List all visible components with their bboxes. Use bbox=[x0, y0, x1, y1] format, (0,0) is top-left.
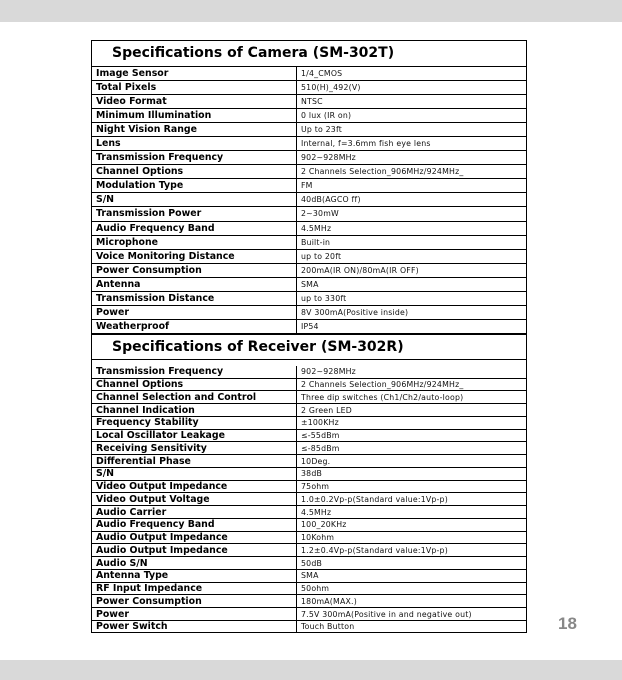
spec-label: Video Format bbox=[92, 95, 297, 109]
spec-row bbox=[92, 137, 526, 151]
spec-label: Audio Carrier bbox=[92, 506, 297, 519]
spec-value: NTSC bbox=[297, 95, 527, 109]
spec-row bbox=[92, 391, 526, 404]
page-number: 18 bbox=[558, 614, 577, 633]
camera-spec-title bbox=[92, 41, 526, 67]
spec-value: SMA bbox=[297, 277, 527, 291]
spec-label: S/N bbox=[92, 467, 297, 480]
spec-value: 1.2±0.4Vp-p(Standard value:1Vp-p) bbox=[297, 544, 527, 557]
spec-label: Differential Phase bbox=[92, 455, 297, 468]
spec-label: Total Pixels bbox=[92, 81, 297, 95]
spec-row bbox=[92, 67, 526, 81]
spec-row bbox=[92, 506, 526, 519]
spec-value: ≤-55dBm bbox=[297, 429, 527, 442]
spec-label: Antenna Type bbox=[92, 569, 297, 582]
spec-row bbox=[92, 291, 526, 305]
spec-value: 180mA(MAX.) bbox=[297, 595, 527, 608]
spec-row bbox=[92, 277, 526, 291]
spec-value: 1/4_CMOS bbox=[297, 67, 527, 81]
spec-row bbox=[92, 595, 526, 608]
spec-label: Local Oscillator Leakage bbox=[92, 429, 297, 442]
spec-value: 10Deg. bbox=[297, 455, 527, 468]
spec-label: Transmission Distance bbox=[92, 291, 297, 305]
spec-value: Built-in bbox=[297, 235, 527, 249]
receiver-spec-table bbox=[92, 366, 526, 633]
spec-row bbox=[92, 518, 526, 531]
spec-label: Image Sensor bbox=[92, 67, 297, 81]
spec-label: Video Output Voltage bbox=[92, 493, 297, 506]
spec-row bbox=[92, 582, 526, 595]
receiver-spec-title bbox=[92, 334, 526, 360]
spec-row bbox=[92, 557, 526, 570]
spec-label: Power bbox=[92, 608, 297, 621]
spec-label: Modulation Type bbox=[92, 179, 297, 193]
spec-row bbox=[92, 305, 526, 319]
spec-row bbox=[92, 151, 526, 165]
spec-label: Power Consumption bbox=[92, 263, 297, 277]
spec-label: Power Switch bbox=[92, 620, 297, 632]
spec-value: 7.5V 300mA(Positive in and negative out) bbox=[297, 608, 527, 621]
spec-row bbox=[92, 480, 526, 493]
spec-value: FM bbox=[297, 179, 527, 193]
spec-row bbox=[92, 319, 526, 333]
spec-value: 4.5MHz bbox=[297, 506, 527, 519]
spec-row bbox=[92, 123, 526, 137]
spec-value: Internal, f=3.6mm fish eye lens bbox=[297, 137, 527, 151]
spec-row bbox=[92, 109, 526, 123]
spec-row bbox=[92, 455, 526, 468]
spec-label: S/N bbox=[92, 193, 297, 207]
spec-value: ±100KHz bbox=[297, 416, 527, 429]
spec-row bbox=[92, 608, 526, 621]
spec-label: Transmission Frequency bbox=[92, 366, 297, 378]
spec-value: 50dB bbox=[297, 557, 527, 570]
spec-value: 10Kohm bbox=[297, 531, 527, 544]
spec-label: Audio S/N bbox=[92, 557, 297, 570]
spec-value: IP54 bbox=[297, 319, 527, 333]
spec-row bbox=[92, 404, 526, 417]
spec-value: 902~928MHz bbox=[297, 151, 527, 165]
spec-label: Audio Output Impedance bbox=[92, 531, 297, 544]
spec-row bbox=[92, 179, 526, 193]
spec-label: Weatherproof bbox=[92, 319, 297, 333]
spec-row bbox=[92, 263, 526, 277]
spec-value: 2~30mW bbox=[297, 207, 527, 221]
spec-value: 2 Green LED bbox=[297, 404, 527, 417]
spec-label: Power bbox=[92, 305, 297, 319]
spec-value: 100_20KHz bbox=[297, 518, 527, 531]
spec-value: 50ohm bbox=[297, 582, 527, 595]
spec-value: Touch Button bbox=[297, 620, 527, 632]
spec-value: 4.5MHz bbox=[297, 221, 527, 235]
receiver-title-text: Specifications of Receiver bbox=[112, 338, 317, 355]
spec-label: Audio Frequency Band bbox=[92, 221, 297, 235]
spec-row bbox=[92, 620, 526, 632]
spec-value: 902~928MHz bbox=[297, 366, 527, 378]
spec-row bbox=[92, 531, 526, 544]
spec-label: Power Consumption bbox=[92, 595, 297, 608]
spec-value: SMA bbox=[297, 569, 527, 582]
spec-label: Transmission Power bbox=[92, 207, 297, 221]
spec-row bbox=[92, 221, 526, 235]
spec-value: Three dip switches (Ch1/Ch2/auto-loop) bbox=[297, 391, 527, 404]
spec-row bbox=[92, 378, 526, 391]
spec-value: 2 Channels Selection_906MHz/924MHz_ bbox=[297, 165, 527, 179]
spec-value: 38dB bbox=[297, 467, 527, 480]
spec-row bbox=[92, 193, 526, 207]
spec-value: up to 330ft bbox=[297, 291, 527, 305]
spec-value: 2 Channels Selection_906MHz/924MHz_ bbox=[297, 378, 527, 391]
spec-label: Audio Frequency Band bbox=[92, 518, 297, 531]
spec-label: RF Input Impedance bbox=[92, 582, 297, 595]
spec-row bbox=[92, 207, 526, 221]
spec-label: Night Vision Range bbox=[92, 123, 297, 137]
spec-row bbox=[92, 544, 526, 557]
spec-row bbox=[92, 416, 526, 429]
camera-model-text: (SM-302T) bbox=[312, 45, 395, 61]
spec-row bbox=[92, 235, 526, 249]
spec-value: 0 lux (IR on) bbox=[297, 109, 527, 123]
spec-label: Transmission Frequency bbox=[92, 151, 297, 165]
spec-value: ≤-85dBm bbox=[297, 442, 527, 455]
spec-row bbox=[92, 569, 526, 582]
bottom-gray-bar bbox=[0, 660, 622, 680]
spec-row bbox=[92, 467, 526, 480]
spec-label: Voice Monitoring Distance bbox=[92, 249, 297, 263]
spec-row bbox=[92, 165, 526, 179]
spec-label: Channel Indication bbox=[92, 404, 297, 417]
spec-row bbox=[92, 81, 526, 95]
spec-value: 8V 300mA(Positive inside) bbox=[297, 305, 527, 319]
spec-label: Lens bbox=[92, 137, 297, 151]
spec-label: Microphone bbox=[92, 235, 297, 249]
camera-spec-table bbox=[92, 67, 526, 334]
spec-label: Minimum Illumination bbox=[92, 109, 297, 123]
spec-row bbox=[92, 249, 526, 263]
spec-value: Up to 23ft bbox=[297, 123, 527, 137]
spec-value: up to 20ft bbox=[297, 249, 527, 263]
receiver-model-text: (SM-302R) bbox=[320, 338, 404, 355]
spec-label: Audio Output Impedance bbox=[92, 544, 297, 557]
spec-label: Receiving Sensitivity bbox=[92, 442, 297, 455]
spec-value: 200mA(IR ON)/80mA(IR OFF) bbox=[297, 263, 527, 277]
spec-label: Channel Options bbox=[92, 378, 297, 391]
spec-row bbox=[92, 493, 526, 506]
spec-sheet bbox=[91, 40, 527, 633]
top-gray-bar bbox=[0, 0, 622, 22]
spec-label: Channel Options bbox=[92, 165, 297, 179]
spec-label: Video Output Impedance bbox=[92, 480, 297, 493]
spec-row bbox=[92, 429, 526, 442]
spec-label: Frequency Stability bbox=[92, 416, 297, 429]
spec-label: Channel Selection and Control bbox=[92, 391, 297, 404]
spec-value: 1.0±0.2Vp-p(Standard value:1Vp-p) bbox=[297, 493, 527, 506]
spec-row bbox=[92, 95, 526, 109]
spec-value: 40dB(AGCO ff) bbox=[297, 193, 527, 207]
spec-row bbox=[92, 442, 526, 455]
spec-label: Antenna bbox=[92, 277, 297, 291]
spec-value: 75ohm bbox=[297, 480, 527, 493]
spec-value: 510(H)_492(V) bbox=[297, 81, 527, 95]
camera-title-text: Specifications of Camera bbox=[112, 45, 308, 61]
spec-row bbox=[92, 366, 526, 378]
